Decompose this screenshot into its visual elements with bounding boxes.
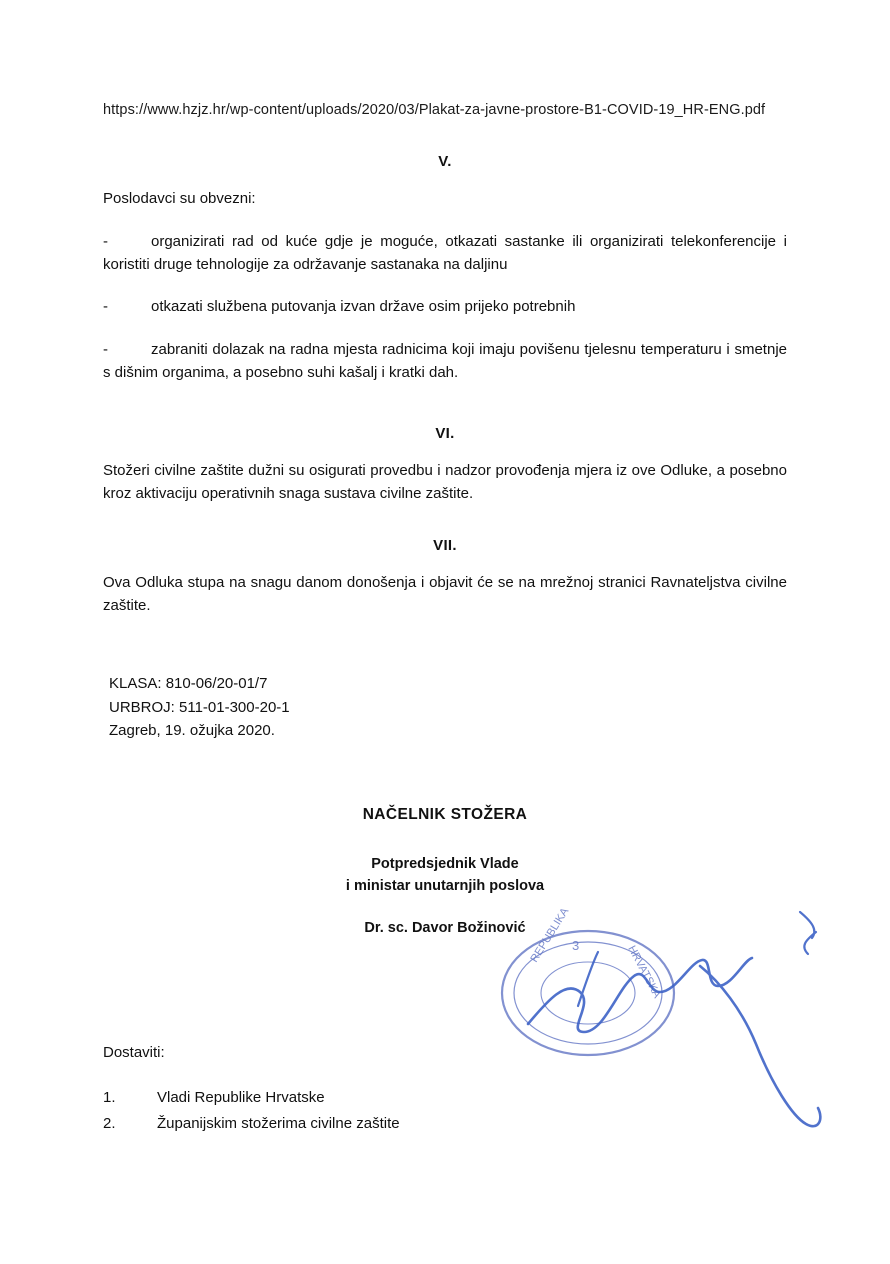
- svg-text:HRVATSKA: HRVATSKA: [625, 943, 663, 1001]
- source-url-reference: https://www.hzjz.hr/wp-content/uploads/2020/03/Plakat-za-javne-prostore-B1-COVID-19_HR-ENG.pdf: [103, 102, 766, 118]
- signature-role-line-1: Potpredsjednik Vlade: [371, 855, 519, 872]
- reference-block: [103, 672, 787, 743]
- list-item: [103, 1087, 703, 1110]
- section-v-item-2-text: otkazati službena putovanja izvan države osim prijeko potrebnih: [151, 298, 576, 316]
- section-v-intro: Poslodavci su obvezni:: [103, 190, 256, 208]
- section-v-item-1-text: organizirati rad od kuće gdje je moguće, otkazati sastanke ili organizirati telekonferencije i koristiti druge tehnologije za održavanje sastanaka na daljinu: [103, 232, 787, 273]
- list-dash-3: -: [103, 341, 108, 359]
- section-v-item-3-text: zabraniti dolazak na radna mjesta radnicima koji imaju povišenu tjelesnu temperaturu i smetnje s dišnim organima, a posebno suhi kašalj i kratki dah.: [103, 341, 787, 381]
- klasa-line: KLASA: 810-06/20-01/7: [109, 674, 268, 692]
- urbroj-line: URBROJ: 511-01-300-20-1: [109, 698, 290, 716]
- svg-text:3: 3: [572, 938, 580, 953]
- delivery-item-2-number: 2.: [103, 1115, 116, 1132]
- section-vii-body: Ova Odluka stupa na snagu danom donošenja i objavit će se na mrežnoj stranici Ravnateljstva civilne zaštite.: [103, 574, 787, 615]
- list-item: [103, 1113, 703, 1136]
- signature-role-line-2: i ministar unutarnjih poslova: [345, 877, 545, 894]
- signature-name: Dr. sc. Davor Božinović: [364, 920, 526, 937]
- section-v-item-3: [103, 339, 787, 385]
- signature-block: [103, 803, 787, 940]
- section-numeral-vi: VI.: [435, 424, 455, 442]
- document-body: [103, 100, 787, 941]
- list-dash-1: -: [103, 232, 108, 250]
- section-vi-body: Stožeri civilne zaštite dužni su osigurati provedbu i nadzor provođenja mjera iz ove Odluke, a posebno kroz aktivaciju operativnih snaga sustava civilne zaštite.: [103, 461, 787, 502]
- signature-title: NAČELNIK STOŽERA: [362, 806, 528, 824]
- delivery-title: Dostaviti:: [103, 1044, 165, 1061]
- delivery-item-1-label: Vladi Republike Hrvatske: [157, 1088, 325, 1106]
- list-dash-2: -: [103, 298, 108, 316]
- place-date-line: Zagreb, 19. ožujka 2020.: [109, 722, 275, 740]
- section-numeral-v: V.: [438, 153, 452, 171]
- delivery-item-1-number: 1.: [103, 1088, 116, 1106]
- section-v-item-1: [103, 231, 787, 277]
- svg-text:REPUBLIKA: REPUBLIKA: [528, 905, 572, 965]
- delivery-item-2-label: Županijskim stožerima civilne zaštite: [157, 1115, 400, 1132]
- delivery-list: [103, 1042, 703, 1140]
- section-numeral-vii: VII.: [433, 537, 457, 555]
- section-v-item-2: [103, 296, 787, 319]
